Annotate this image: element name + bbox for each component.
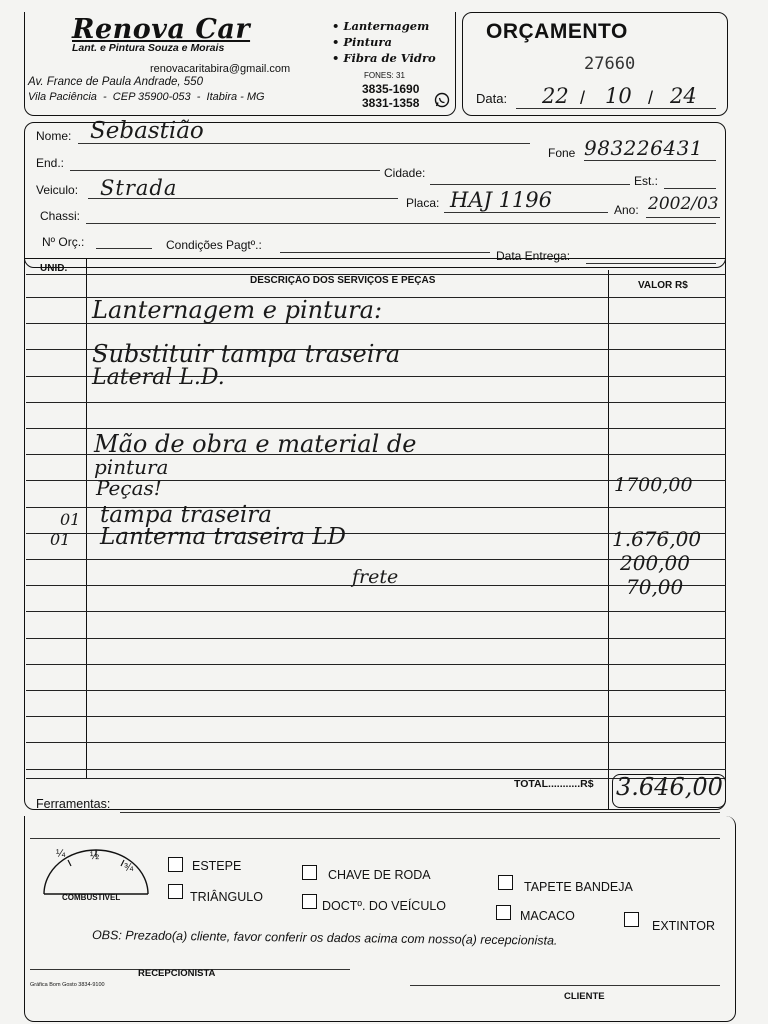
company-tagline: Lant. e Pintura Souza e Morais: [72, 42, 225, 54]
value-column-divider: [608, 270, 609, 810]
service-item: • Pintura: [332, 35, 392, 49]
checkbox-chave-de-roda[interactable]: [302, 865, 317, 880]
customer-name[interactable]: Sebastião: [90, 118, 204, 144]
table-ruled-line: [26, 690, 726, 691]
year-value[interactable]: 2002/03: [648, 194, 719, 214]
tools-line: [120, 812, 720, 813]
client-label: CLIENTE: [564, 991, 605, 1002]
table-row-value: 1700,00: [614, 474, 693, 496]
checkbox-tapete-bandeja[interactable]: [498, 875, 513, 890]
fuel-mark: ¼: [56, 848, 66, 860]
payment-line: [280, 252, 490, 253]
city-label: Cidade:: [384, 166, 426, 180]
tools-label: Ferramentas:: [36, 797, 111, 811]
name-label: Nome:: [36, 129, 72, 143]
year-line: [646, 217, 720, 218]
checkbox-label: EXTINTOR: [652, 919, 715, 933]
company-email: renovacaritabira@gmail.com: [150, 63, 291, 75]
quote-date-month: 10: [605, 84, 632, 108]
table-ruled-line: [26, 716, 726, 717]
whatsapp-icon: [434, 92, 450, 113]
state-line: [664, 188, 716, 189]
order-no-line: [96, 248, 152, 249]
checkbox-triangulo[interactable]: [168, 884, 183, 899]
company-logo: Renova Car: [72, 14, 251, 45]
table-row-value: 1.676,00: [612, 527, 702, 551]
order-no-label: Nº Orç.:: [42, 235, 85, 249]
checkbox-label: TRIÂNGULO: [190, 890, 263, 904]
vehicle-value[interactable]: Strada: [100, 176, 178, 200]
table-row-unit: 01: [50, 530, 71, 549]
table-row-description: Lateral L.D.: [92, 365, 225, 390]
obs-note: OBS: Prezado(a) cliente, favor conferir os dados acima com nosso(a) recepcionista.: [91, 928, 558, 948]
table-header-line: [26, 274, 726, 275]
printer-note: Gráfica Bom Gosto 3834-9100: [30, 982, 105, 988]
plate-line: [444, 212, 608, 213]
table-ruled-line: [26, 402, 726, 403]
table-row-value: 70,00: [626, 575, 684, 599]
table-ruled-line: [26, 638, 726, 639]
table-row-description: tampa traseira: [100, 502, 272, 528]
address-line: [70, 170, 380, 171]
fuel-mark: ½: [90, 850, 100, 862]
total-value: 3.646,00: [616, 773, 723, 801]
year-label: Ano:: [614, 203, 639, 217]
customer-phone[interactable]: 983226431: [584, 136, 704, 160]
date-separator: /: [580, 88, 586, 108]
checkbox-documento-veiculo[interactable]: [302, 894, 317, 909]
service-item: • Fibra de Vidro: [332, 51, 436, 65]
plate-value[interactable]: HAJ 1196: [450, 188, 553, 212]
plate-label: Placa:: [406, 196, 440, 210]
delivery-label: Data Entrega:: [496, 249, 571, 263]
quote-title: ORÇAMENTO: [486, 20, 628, 43]
checkbox-macaco[interactable]: [496, 905, 511, 920]
chassis-label: Chassi:: [40, 209, 81, 223]
table-ruled-line: [26, 428, 726, 429]
client-signature-line: [410, 985, 720, 986]
total-label: TOTAL...........R$: [514, 778, 594, 790]
table-ruled-line: [26, 742, 726, 743]
checkbox-label: CHAVE DE RODA: [328, 868, 431, 882]
checkbox-label: TAPETE BANDEJA: [524, 880, 633, 894]
phone-2: 3831-1358: [362, 96, 420, 110]
table-ruled-line: [26, 664, 726, 665]
col-unit-header: UNID.: [40, 263, 68, 274]
company-address-line1: Av. France de Paula Andrade, 550: [28, 76, 203, 88]
company-address-line2: Vila Paciência - CEP 35900-053 - Itabira - MG: [28, 91, 265, 103]
table-row-description: Lanterna traseira LD: [100, 524, 346, 550]
date-separator: /: [648, 88, 654, 108]
unit-column-divider: [86, 258, 87, 778]
table-row-description: Mão de obra e material de: [94, 430, 417, 458]
checkbox-label: MACACO: [520, 909, 575, 923]
phones-label: FONES: 31: [364, 71, 405, 80]
city-line: [430, 184, 630, 185]
service-item: • Lanternagem: [332, 19, 430, 33]
table-row-description: frete: [352, 566, 399, 588]
vehicle-label: Veiculo:: [36, 183, 79, 197]
quote-date-line: [516, 108, 716, 109]
checkbox-label: DOCTº. DO VEÍCULO: [322, 899, 447, 913]
receptionist-label: RECEPCIONISTA: [138, 968, 216, 979]
table-row-description: Lanternagem e pintura:: [92, 296, 383, 324]
phone-1: 3835-1690: [362, 82, 420, 96]
quote-date-day: 22: [542, 84, 569, 108]
phone-line: [584, 160, 716, 161]
table-row-description: pintura: [94, 455, 169, 479]
quote-date-label: Data:: [476, 91, 508, 106]
address-label: End.:: [36, 156, 65, 170]
checkbox-extintor[interactable]: [624, 912, 639, 927]
fuel-label: COMBUSTIVEL: [62, 893, 121, 902]
col-description-header: DESCRIÇÃO DOS SERVIÇOS E PEÇAS: [250, 275, 436, 286]
chassis-line: [86, 223, 716, 224]
quote-date-year: 24: [670, 84, 697, 108]
fuel-mark: ¾: [124, 862, 134, 874]
table-row-unit: 01: [60, 510, 81, 529]
checkbox-label: ESTEPE: [192, 859, 242, 873]
table-row-description: Substituir tampa traseira: [92, 340, 401, 368]
table-ruled-line: [26, 769, 726, 770]
quote-number: 27660: [584, 54, 636, 74]
state-label: Est.:: [634, 174, 659, 188]
col-value-header: VALOR R$: [638, 280, 688, 291]
table-ruled-line: [26, 611, 726, 612]
table-row-value: 200,00: [620, 551, 690, 575]
table-row-description: Peças!: [96, 476, 162, 500]
service-list: [332, 18, 436, 66]
phone-label: Fone: [548, 146, 576, 160]
checkbox-estepe[interactable]: [168, 857, 183, 872]
payment-label: Condições Pagtº.:: [166, 238, 262, 252]
